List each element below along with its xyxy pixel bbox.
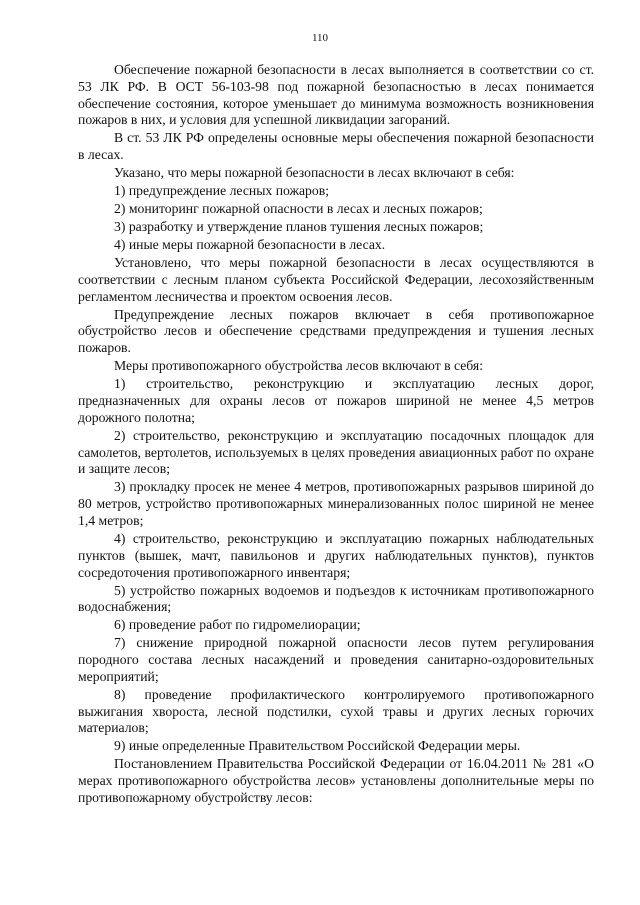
list-item: 1) предупреждение лесных пожаров; xyxy=(114,183,330,199)
page-number: 110 xyxy=(311,32,329,44)
list-item: 3) разработку и утверждение планов тушения лесных пожаров; xyxy=(114,219,484,235)
list-item: 8) проведение профилактического контролируемого противопожарного выжигания хвороста, лесной подстилки, сухой травы и других лесных горючих материалов; xyxy=(78,686,594,736)
list-item: 2) мониторинг пожарной опасности в лесах и лесных пожаров; xyxy=(114,201,483,217)
list-item: 5) устройство пожарных водоемов и подъездов к источникам противопожарного водоснабжения; xyxy=(78,582,594,615)
list-item: 1) строительство, реконструкцию и эксплуатацию лесных дорог, предназначенных для охраны лесов от пожаров шириной не менее 4,5 метров дорожного полотна; xyxy=(78,376,594,425)
paragraph: Установлено, что меры пожарной безопасности в лесах осуществляются в соответствии с лесным планом субъекта Российской Федерации, лесохозяйственным регламентом лесничества и проектом освоения лесов. xyxy=(78,255,594,304)
list-item: 7) снижение природной пожарной опасности лесов путем регулирования породного состава лесных насаждений и проведения санитарно-оздоровительных мероприятий; xyxy=(78,635,594,684)
list-item: 9) иные определенные Правительством Российской Федерации меры. xyxy=(114,738,521,754)
paragraph: Меры противопожарного обустройства лесов включают в себя: xyxy=(114,358,484,374)
list-item: 6) проведение работ по гидромелиорации; xyxy=(114,617,361,633)
paragraph: Указано, что меры пожарной безопасности в лесах включают в себя: xyxy=(114,165,515,181)
list-item: 4) строительство, реконструкцию и эксплуатацию пожарных наблюдательных пунктов (вышек, мачт, павильонов и других наблюдательных пунктов), пунктов сосредоточения противопожарного инвентаря; xyxy=(78,530,594,580)
list-item: 4) иные меры пожарной безопасности в лесах. xyxy=(114,237,386,253)
list-item: 3) прокладку просек не менее 4 метров, противопожарных разрывов шириной до 80 метров, устройство противопожарных минерализованных полос шириной не менее 1,4 метров; xyxy=(78,479,594,528)
paragraph: Обеспечение пожарной безопасности в лесах выполняется в соответствии со ст. 53 ЛК РФ. В ОСТ 56-103-98 под пожарной безопасностью в лесах понимается обеспечение состояния, которое уменьшает до минимума возможность возникновения пожаров в них, и условия для успешной ликвидации загораний. xyxy=(78,62,594,128)
list-item: 2) строительство, реконструкцию и эксплуатацию посадочных площадок для самолетов, вертолетов, используемых в целях проведения авиационных работ по охране и защите лесов; xyxy=(78,427,594,477)
paragraph: В ст. 53 ЛК РФ определены основные меры обеспечения пожарной безопасности в лесах. xyxy=(78,130,594,163)
document-body xyxy=(78,62,594,808)
paragraph: Предупреждение лесных пожаров включает в себя противопожарное обустройство лесов и обеспечение средствами предупреждения и тушения лесных пожаров. xyxy=(78,306,594,356)
paragraph: Постановлением Правительства Российской Федерации от 16.04.2011 № 281 «О мерах противопожарного обустройства лесов» установлены дополнительные меры по противопожарному обустройству лесов: xyxy=(78,756,594,806)
